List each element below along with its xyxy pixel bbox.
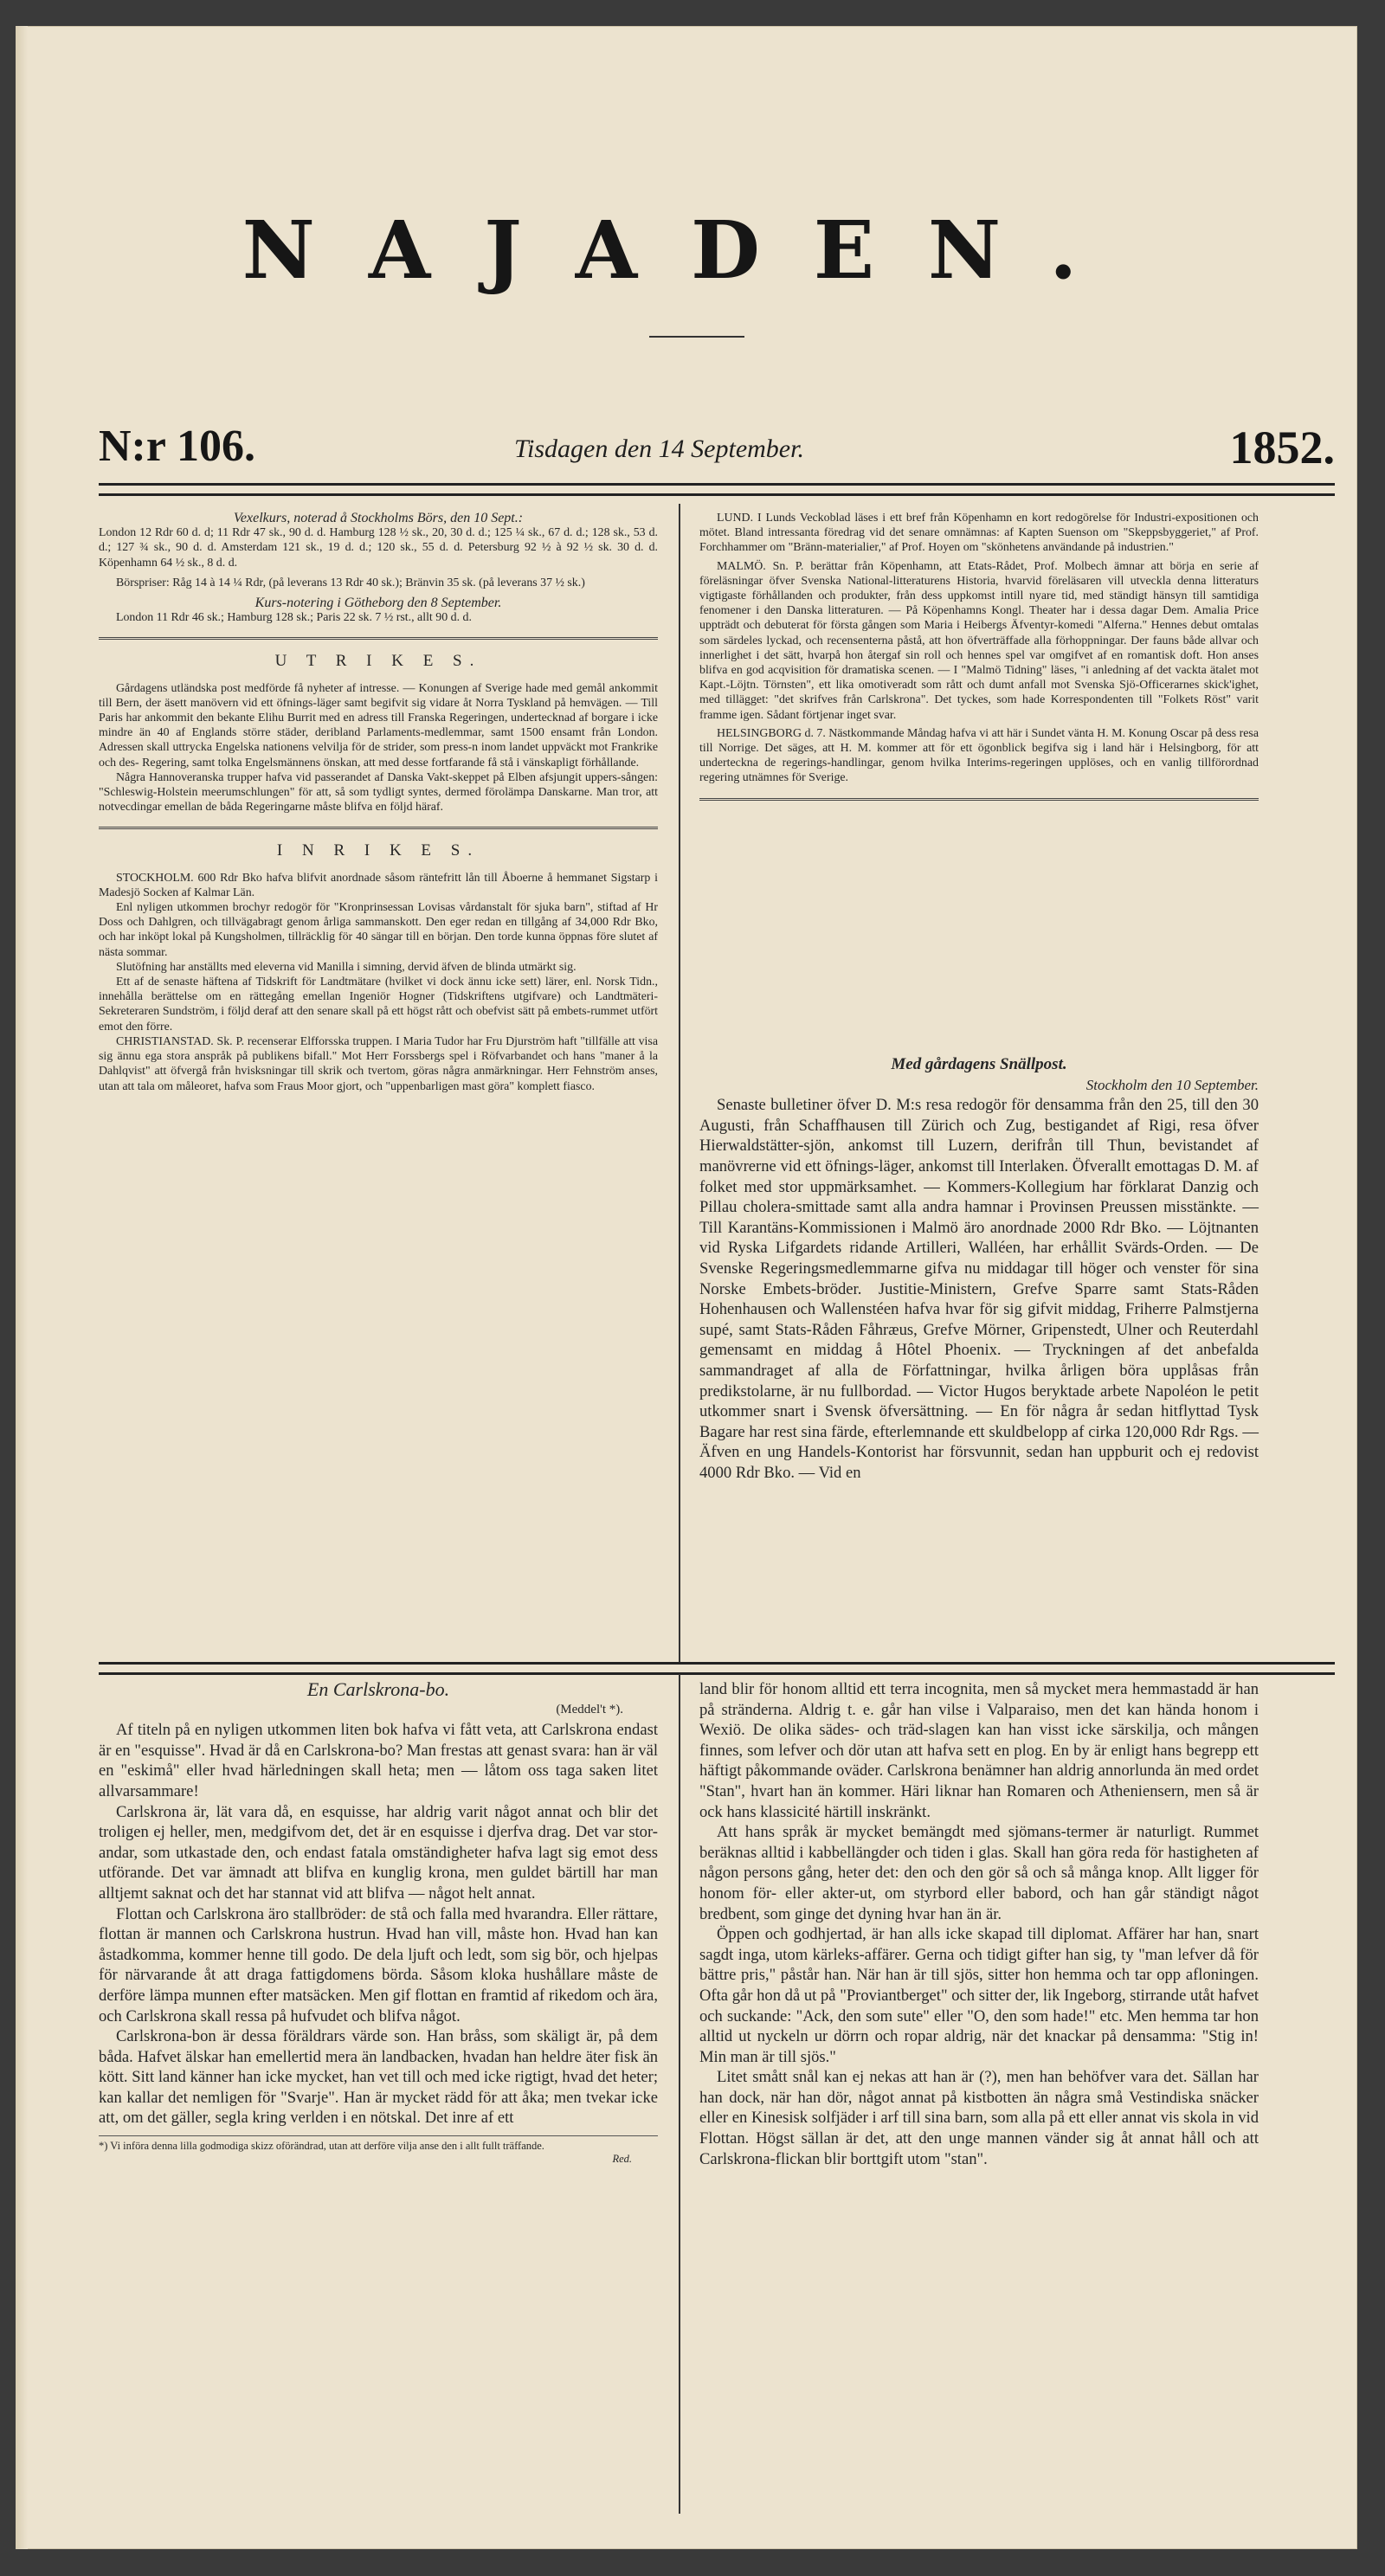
malmo-article: MALMÖ. Sn. P. berättar från Köpenhamn, att Etats-Rådet, Prof. Molbech ämnar att börja en serie af föreläsningar öfver Svenska National-litteraturens Historia, hvarvid föreläsaren vill utveckla denna litteraturs vigtigaste förhållanden och produkter, från dess uppkomst intill nyare tid, med ständigt hänsyn till samtidiga fenomener i den Danska litteraturen. — På Köpenhamns Kongl. Theater har i dessa dagar Dem. Amalia Price uppträdt och debuterat för första gången som Maria i Heibergs Äfventyr-komedi "Alferna." Hennes debut omtalas som särdeles lyckad, och recensenterna påstå, att hon öfverträffade alla förhoppningar. Der fauns både allvar och innerlighet i det sätt, hvarpå hon återgaf sin roll och hennes spel var omgifvet af en romantisk doft. Hon anses blifva en god acqvisition för dramatiska scenen. — I "Malmö Tidning" läses, "i anledning af det vackta ätalet mot Kapt.-Löjtn. Törnsten", ett lika omotiveradt som rått och dumt anfall mot Svenska Sjö-Officerarnes skick'ighet, med tillägget: "det skrifves från Carlskrona". Det tyckes, som hade Korrespondenten till "Folkets Röst" varit framme igen. Sådant förtjenar inget svar.	[699, 559, 1259, 722]
issue-date: Tisdagen den 14 September.	[514, 435, 804, 463]
borspriser: Börspriser: Råg 14 à 14 ¼ Rdr, (på leverans 13 Rdr 40 sk.); Bränvin 35 sk. (på leverans 37 ½ sk.)	[116, 576, 585, 589]
feuilleton-rule	[99, 1662, 1335, 1675]
utrikes-heading: U T R I K E S.	[274, 652, 482, 671]
snallpost-article: Senaste bulletiner öfver D. M:s resa redogör för densamma från den 25, till den 30 Augusti, från Schaffhausen till Zürich och Zug, bestigandet af Rigi, resa öfver Hierwaldstätter-sjön, ankomst till Luzern, derifrån till Thun, bevistandet af manövrerne vid ett öfnings-läger, ankomst till Interlaken. Öfverallt emottagas D. M. af folket med stor uppmärksamhet. — Kommers-Kollegium har förklarat Danzig och Pillau cholera-smittade samt alla andra hamnar i Provinsen Preussen misstänkte. — Till Karantäns-Kommissionen i Malmö äro anordnade 2000 Rdr Bko. — Löjtnanten vid Ryska Lifgardets ridande Artilleri, Walléen, har erhållit Svärds-Orden. — De Svenske Regeringsmedlemmarne gifva nu middagar till höger och venster för sina Norske Embets-bröder. Justitie-Ministern, Grefve Sparre samt Stats-Råden Hohenhausen och Wallenstéen hafva hvar för sig gifvit middag, Friherre Palmstjerna supé, samt Stats-Råden Fåhræus, Grefve Mörner, Gripenstedt, Ulner och Reuterdahl gemensamt en middag å Hôtel Phoenix. — Tryckningen af det anbefalda sammandraget af alla de Författningar, hvilka årligen böra upplåsas från predikstolarne, är nu fullbordad. — Victor Hugos beryktade arbete Napoléon le petit utkommer snart i Svensk öfversättning. — En för några år sedan hitflyttad Tysk Bagare har rest sina färde, efterlemnande ett skuldbelopp af cirka 120,000 Rdr Rgs. — Äfven en ung Handels-Kontorist har försvunnit, sedan han uppburit och ej redovist 4000 Rdr Bko. — Vid en	[699, 1096, 1259, 1482]
inrikes-article: Slutöfning har anställts med eleverna vid Manilla i simning, dervid äfven de blinda utmärkt sig.	[116, 960, 577, 974]
feuilleton-paragraph: Att hans språk är mycket bemängdt med sjömans-termer är naturligt. Rummet beräknas alltid i kabbellängder och tiden i glas. Skall han göra reda för hastigheten af någon persons gång, heter det: den och den gör så och så många knop. Allt ligger för honom för- eller akter-ut, om styrbord eller babord, och han går ständigt något bredbent, som ginge det dyning hvar han än är.	[699, 1823, 1259, 1923]
masthead-title: NAJADEN.	[242, 203, 1131, 297]
header-rule	[99, 483, 1335, 496]
issue-year: 1852.	[1229, 422, 1335, 473]
footnote	[99, 2135, 658, 2166]
feuilleton-paragraph: Litet smått snål kan ej nekas att han är (?), men han behöfver vara det. Sällan har han dock, när han dör, något annat på kistbotten än några små Vestindiska snäcker eller en Kinesisk solfjäder i arf till sina barn, som alla på ett eller annat vis skola in vid Flottan. Högst sällan är det, att den unge mannen vänder sig åt annat håll och att Carlskrona-flickan blir borttgift utom "stan".	[699, 2068, 1259, 2168]
snallpost-column	[699, 1054, 1259, 1483]
inrikes-article: Ett af de senaste häftena af Tidskrift för Landtmätare (hvilket vi dock ännu icke sett) lärer, enl. Norsk Tidn., innehålla berättelse om en rättegång emellan Ingeniör Hogner (Tidskriftens utgifvare) och Landtmäteri-Sekreteraren Sundström, i följd deraf att den senare skall på ett högst rått och obefvist sätt på embets-rummet utfört emot den förre.	[99, 976, 658, 1034]
goteborg-rates: London 11 Rdr 46 sk.; Hamburg 128 sk.; Paris 22 sk. 7 ½ rst., allt 90 d. d.	[116, 611, 472, 625]
feuilleton-right	[699, 1679, 1259, 2169]
goteborg-heading: Kurs-notering i Götheborg den 8 September.	[254, 596, 502, 611]
utrikes-article: Några Hannoveranska trupper hafva vid passerandet af Danska Vakt-skeppet på Elben afsjungit uppers-sången: "Schleswig-Holstein meerumschlungen" för att, så som tydligt syntes, dermed förolämpa Danskarne. Man tror, att notvecdingar emellan de båda Regeringarne måste blifva en följd häraf.	[99, 770, 658, 815]
exchange-rates: London 12 Rdr 60 d. d; 11 Rdr 47 sk., 90 d. d. Hamburg 128 ½ sk., 20, 30 d. d.; 125 ¼ sk., 67 d. d.; 128 sk., 53 d. d.; 127 ¾ sk., 90 d. d. Amsterdam 121 sk., 19 d. d.; 120 sk., 55 d. d. Petersburg 92 ½ à 92 ½ sk. 30 d. d. Köpenhamn 64 ½ sk., 8 d. d.	[99, 526, 658, 570]
exchange-heading: Vexelkurs, noterad å Stockholms Börs, den 10 Sept.:	[233, 511, 524, 525]
feuilleton-note: (Meddel't *).	[556, 1702, 623, 1716]
newspaper-page	[16, 26, 1357, 2549]
snallpost-dateline: Stockholm den 10 September.	[1085, 1076, 1259, 1093]
column-divider-top	[679, 504, 680, 1664]
inrikes-article: CHRISTIANSTAD. Sk. P. recenserar Elfforsska truppen. I Maria Tudor har Fru Djurström haft "tillfälle att visa sig ännu ega stora anspråk på publikens bifall." Mot Herr Forssbergs spel i Röfvarbandet och hans "maner å la Dahlqvist" att öfvergå från hvisksningar till skrik och tvertom, göras några anmärkningar. Herr Fehnström anses, utan att tala om måleoret, hafva som Fraus Moor gjort, och "uppenbarligen mast göra" komplett fiasco.	[99, 1034, 658, 1093]
feuilleton-paragraph: Öppen och godhjertad, är han alls icke skapad till diplomat. Affärer har han, snart sagdt inga, utom kärleks-affärer. Gerna och tidigt gifter han sig, ty "man lefver då för bättre pris," påstår han. När han är till sjös, sitter hon hemma och tar opp afloningen. Ofta går hon då ut på "Proviantberget" och sitter der, lik Ingeborg, stirrande utåt hafvet och suckande: "Ack, den som sute" eller "O, den som hade!" etc. Men hemma tar hon alltid ut nyckeln ur dörrn och ropar aldrig, när det knackar på densamma: "Stig in! Min man är till sjös."	[699, 1925, 1259, 2066]
feuilleton-paragraph: land blir för honom alltid ett terra incognita, men så mycket mera hemmastadd är han på stränderna. Aldrig t. e. går han vilse i Valparaiso, men det kan hända honom i Wexiö. De olika sädes- och träd-slagen kan han visst icke särskilja, och mången finnes, som lefver och dör utan att hafva sett en plog. En by är enligt hans begrepp ett häftigt påkommande oväder. Carlskrona benämner han aldrig annorlunda än med ordet "Stan", hvart han än kommer. Häri liknar han Romaren och Atheniensern, men så är ock hans klassicité härtill inskränkt.	[699, 1680, 1259, 1821]
helsingborg-article: HELSINGBORG d. 7. Nästkommande Måndag hafva vi att här i Sundet vänta H. M. Konung Oscar på dess resa till Norrige. Det säges, att H. M. kommer att för ett ögonblick begifva sig i land här i Helsingborg, för att underteckna de regerings-handlingar, genom hvilka Interims-regeringen upplöses, och en vanlig tillförordnad regering utnämnes för Sverige.	[699, 726, 1259, 785]
footnote-text: *) Vi införa denna lilla godmodiga skizz oförändrad, utan att derföre vilja anse den i allt fullt träffande.	[99, 2140, 544, 2153]
feuilleton-paragraph: Flottan och Carlskrona äro stallbröder: de stå och falla med hvarandra. Eller rättare, flottan är mannen och Carlskrona hustrun. Hvad han vill, måste hon. Hvad han kan åstadkomma, kommer henne till godo. De dela ljuft och ledt, som sig bör, och hjelpas för närvarande åt att draga fattigdomens börda. Såsom kloka hushållare måste de derföre lämpa munnen efter matsäcken. Men gif flottan en framtid af rikedom och ära, och Carlskrona skall ressa på hufvudet och blifva något.	[99, 1904, 658, 2025]
lund-article: LUND. I Lunds Veckoblad läses i ett bref från Köpenhamn en kort redogörelse för Industri-expositionen och mötet. Bland intressanta föredrag vid det senare omnämnas: af Kapten Suenson om "Skeppsbyggeriet," af Prof. Forchhammer om "Bränn-materialier," af Prof. Hoyen om "skönhetens användande på industrien."	[699, 512, 1259, 555]
issue-number: N:r 106.	[99, 422, 256, 471]
section-rule	[99, 827, 658, 829]
feuilleton-paragraph: Carlskrona är, lät vara då, en esquisse, har aldrig varit något annat och blir det troligen ej heller, men, medgifvom det, det är en esquisse i djerfva drag. Det var stor-andar, som utkastade den, och endast fatala omständigheter hafva lagt sig emot dess utförande. Det var ämnadt att blifva en kunglig krona, men guldet bärtill har man alltjemt saknat och det har stannat vid att blifva — något helt annat.	[99, 1802, 658, 1903]
inrikes-heading: I N R I K E S.	[276, 841, 480, 860]
inrikes-article: STOCKHOLM. 600 Rdr Bko hafva blifvit anordnade såsom räntefritt lån till Åboerne å hemmanet Sigstarp i Madesjö Socken af Kalmar Län.	[99, 871, 658, 899]
section-rule	[99, 637, 658, 640]
feuilleton-left	[99, 1679, 658, 2166]
left-column	[99, 511, 658, 1094]
footnote-signature: Red.	[612, 2153, 632, 2166]
column-divider-bottom	[679, 1674, 680, 2514]
right-column-top	[699, 511, 1259, 813]
inrikes-article: Enl nyligen utkommen brochyr redogör för "Kronprinsessan Lovisas vårdanstalt för sjuka barn", stiftad af Hr Doss och Dahlgren, och tillvägabragt genom årliga sammanskott. Den eger redan en tillgång af 34,000 Rdr Bko, och har inköpt lokal på Kungsholmen, tillräcklig för 40 sängar till en början. Den torde kunna öppnas före slutet af nästa sommar.	[99, 901, 658, 959]
feuilleton-title: En Carlskrona-bo.	[306, 1678, 450, 1700]
masthead-rule	[649, 336, 744, 338]
issue-line	[99, 421, 1335, 473]
section-rule	[699, 798, 1259, 801]
feuilleton-paragraph: Af titeln på en nyligen utkommen liten bok hafva vi fått veta, att Carlskrona endast är en "esquisse". Hvad är då en Carlskrona-bo? Man frestas att genast svara: han är väl en "eskimå" eller hvad härledningen skall heta; men — låtom oss taga saken litet allvarsammare!	[99, 1721, 658, 1800]
feuilleton-paragraph: Carlskrona-bon är dessa föräldrars värde son. Han bråss, som skäligt är, på dem båda. Hafvet älskar han emellertid mera än landbacken, hvadan han heldre äter fisk än kött. Sitt land känner han icke mycket, han vet till och med icke rigtigt, hvad det heter; kan kallar det nemligen för "Svarje". Han är mycket rädd för att åka; men tvekar icke att, om det gäller, segla kring verlden i en nötskal. Det inre af ett	[99, 2027, 658, 2128]
snallpost-heading: Med gårdagens Snällpost.	[891, 1055, 1067, 1073]
utrikes-article: Gårdagens utländska post medförde få nyheter af intresse. — Konungen af Sverige hade med gemål ankommit till Bern, der äsett manövern vid ett öfnings-läger samt begifvit sig vidare åt Norra Tyskland på hemvägen. — Till Paris har ankommit den bekante Elihu Burrit med en adress till Franska Regeringen, undertecknad af borgare i icke mindre än 40 af Englands större städer, deribland Parlaments-medlemmar, samt 1500 ensamt från London. Adressen skall uttrycka Engelska nationens velvilja för de strider, som press-n inom landet uppväckt mot Frankrike och des- Regering, samt tolka Engelsmännens önskan, att med desse fortfarande få stå i vänskapligt förhållande.	[99, 681, 658, 770]
